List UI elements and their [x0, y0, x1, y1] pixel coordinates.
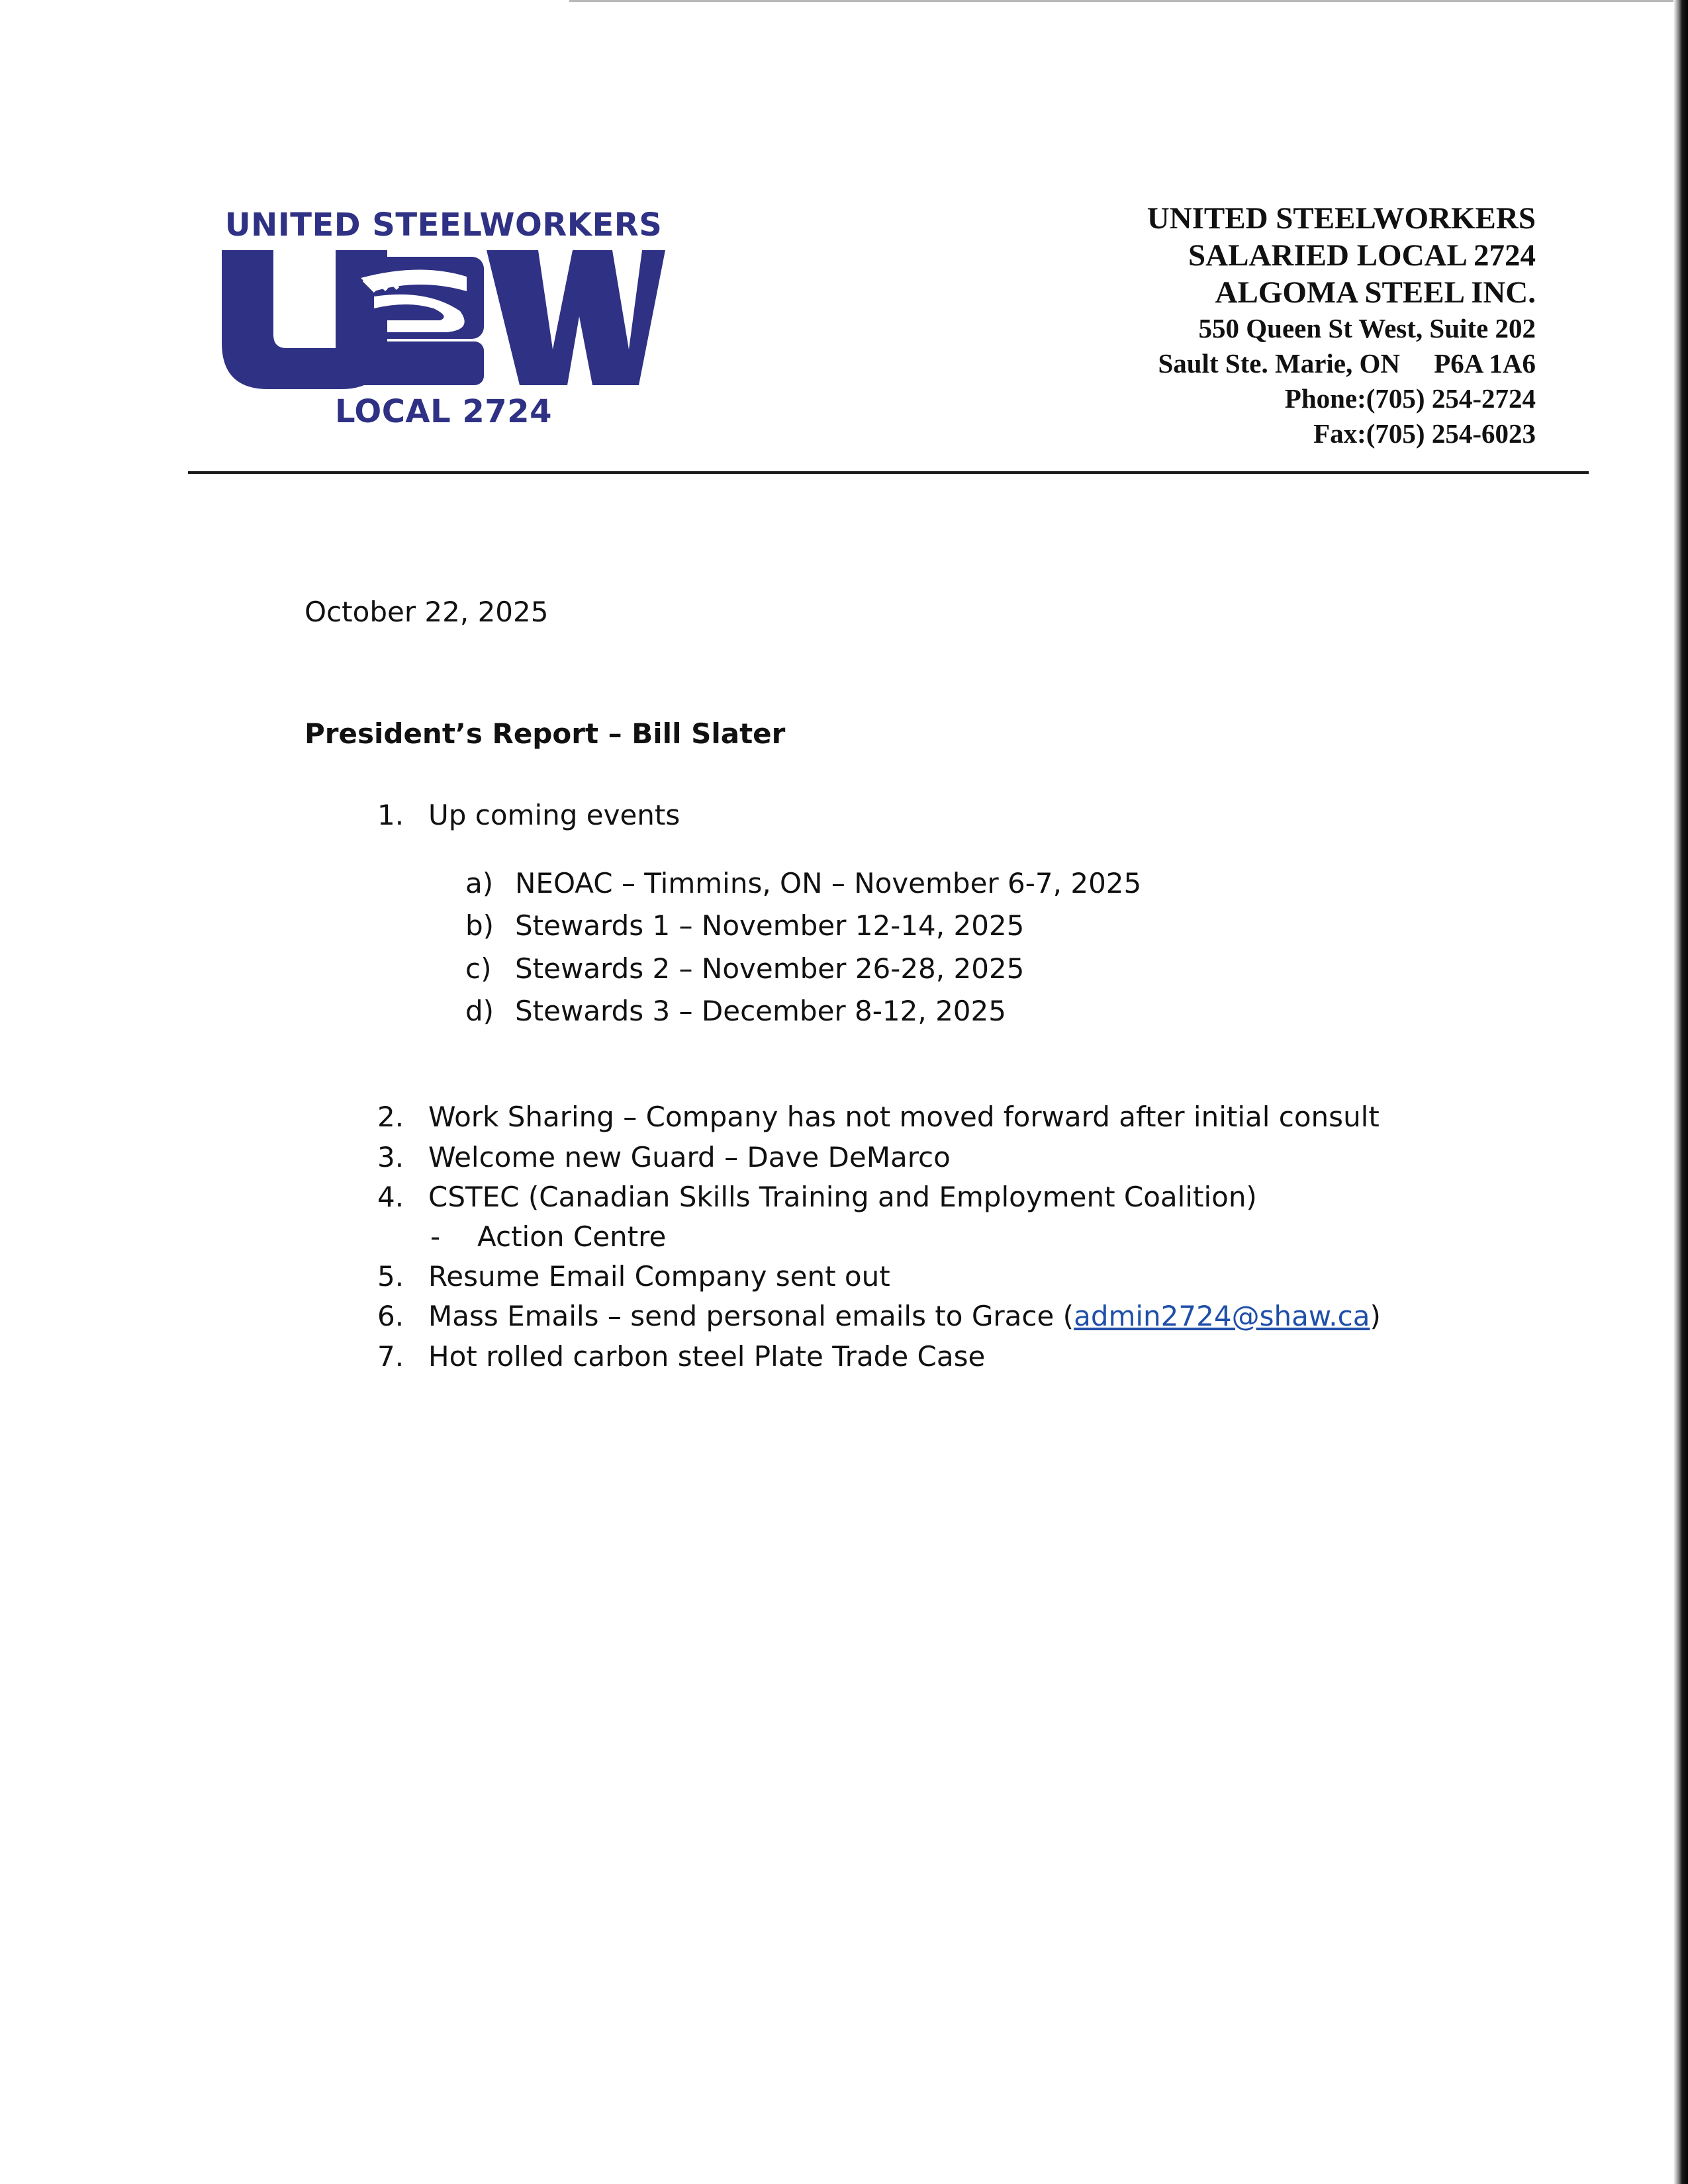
item-text: Work Sharing – Company has not moved forward after initial consult — [428, 1101, 1380, 1133]
letterhead-street: 550 Queen St West, Suite 202 — [1198, 313, 1536, 343]
item-text-before: Mass Emails – send personal emails to Grace ( — [428, 1300, 1074, 1332]
scan-edge-top — [569, 0, 1688, 2]
header-divider — [188, 471, 1589, 474]
event-text: NEOAC – Timmins, ON – November 6-7, 2025 — [515, 867, 1142, 899]
item-number: 3. — [377, 1141, 404, 1173]
item-text: CSTEC (Canadian Skills Training and Employment Coalition) — [428, 1181, 1257, 1213]
sub-item-bullet: - — [430, 1220, 441, 1253]
email-link[interactable]: admin2724@shaw.ca — [1074, 1300, 1370, 1332]
event-letter: a) — [465, 867, 494, 899]
event-letter: c) — [465, 952, 492, 985]
letterhead-address — [1147, 200, 1536, 451]
letterhead-phone: Phone:(705) 254-2724 — [1284, 383, 1536, 414]
letterhead-city: Sault Ste. Marie, ON P6A 1A6 — [1158, 348, 1536, 379]
item-number: 1. — [377, 799, 404, 831]
item-number: 6. — [377, 1300, 404, 1332]
event-letter: d) — [465, 995, 494, 1027]
logo-top-text: UNITED STEELWORKERS — [224, 206, 663, 244]
usw-logo-mark — [222, 250, 665, 389]
letterhead-company: ALGOMA STEEL INC. — [1215, 275, 1536, 310]
item-text: Up coming events — [428, 799, 680, 831]
item-text: Hot rolled carbon steel Plate Trade Case — [428, 1340, 986, 1373]
report-title: President’s Report – Bill Slater — [305, 717, 786, 750]
event-text: Stewards 1 – November 12-14, 2025 — [515, 909, 1025, 942]
item-number: 7. — [377, 1340, 404, 1373]
item-text: Welcome new Guard – Dave DeMarco — [428, 1141, 951, 1173]
letterhead-org: UNITED STEELWORKERS — [1147, 201, 1536, 236]
item-number: 2. — [377, 1101, 404, 1133]
item-text: Resume Email Company sent out — [428, 1260, 890, 1293]
logo-bottom-text: LOCAL 2724 — [335, 393, 552, 430]
usw-logo — [218, 206, 669, 432]
event-letter: b) — [465, 909, 494, 942]
item-text — [428, 1300, 1381, 1332]
letterhead-local: SALARIED LOCAL 2724 — [1188, 238, 1536, 273]
event-text: Stewards 3 – December 8-12, 2025 — [515, 995, 1006, 1027]
document-date: October 22, 2025 — [305, 596, 549, 628]
item-number: 4. — [377, 1181, 404, 1213]
event-text: Stewards 2 – November 26-28, 2025 — [515, 952, 1025, 985]
letterhead-fax: Fax:(705) 254-6023 — [1313, 418, 1536, 449]
sub-item-text: Action Centre — [477, 1220, 667, 1253]
scan-edge-right — [1673, 0, 1688, 2184]
item-number: 5. — [377, 1260, 404, 1293]
item-text-after: ) — [1370, 1300, 1381, 1332]
